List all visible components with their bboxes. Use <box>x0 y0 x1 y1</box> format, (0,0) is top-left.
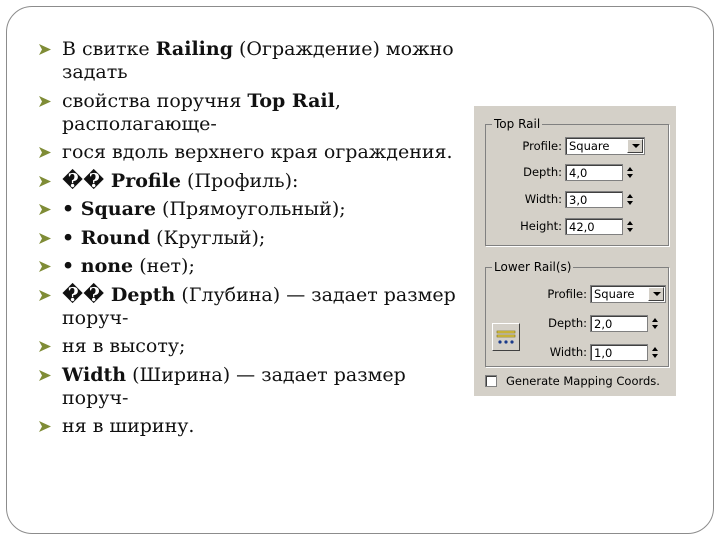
bullet-icon <box>38 176 51 187</box>
lower-rails-width-label: Width: <box>549 345 587 359</box>
top-rail-depth-value: 4,0 <box>569 166 588 180</box>
bullet-icon <box>38 147 51 158</box>
spinner-arrows-icon[interactable] <box>651 344 660 361</box>
bullet-text: гося вдоль верхнего края ограждения. <box>62 141 453 163</box>
bullet-item <box>38 198 458 221</box>
bullet-icon <box>38 44 51 55</box>
bullet-text: • none (нет); <box>62 255 195 277</box>
bullet-item <box>38 284 458 330</box>
chevron-down-icon[interactable] <box>627 139 643 153</box>
bullet-icon <box>38 290 51 301</box>
lower-rail-spacing-button[interactable] <box>492 323 520 351</box>
bullet-item <box>38 255 458 278</box>
bullet-icon <box>38 370 51 381</box>
spinner-arrows-icon[interactable] <box>626 191 635 208</box>
bullet-text: свойства поручня Top Rail, располагающе- <box>62 89 341 135</box>
railing-panel <box>474 106 676 396</box>
bullet-icon <box>38 204 51 215</box>
bullet-text: �� Profile (Профиль): <box>62 169 299 192</box>
top-rail-profile-value: Square <box>569 139 610 153</box>
bullet-item <box>38 415 458 438</box>
top-rail-profile-label: Profile: <box>522 139 562 153</box>
lower-rails-title: Lower Rail(s) <box>494 260 572 274</box>
top-rail-width-value: 3,0 <box>569 193 588 207</box>
bullet-list <box>38 38 458 444</box>
top-rail-height-value: 42,0 <box>569 220 595 234</box>
spinner-arrows-icon[interactable] <box>626 164 635 181</box>
top-rail-depth-field[interactable] <box>565 164 623 181</box>
rail-spacing-icon <box>493 324 519 350</box>
top-rail-depth-label: Depth: <box>523 165 562 179</box>
top-rail-height-label: Height: <box>520 219 562 233</box>
top-rail-profile-dropdown[interactable] <box>565 137 645 155</box>
bullet-text: • Square (Прямоугольный); <box>62 198 346 220</box>
lower-rails-profile-value: Square <box>594 287 635 301</box>
lower-rails-width-field[interactable] <box>590 344 648 361</box>
bullet-text: ня в ширину. <box>62 415 195 437</box>
bullet-item <box>38 364 458 410</box>
spinner-arrows-icon[interactable] <box>626 218 635 235</box>
bullet-icon <box>38 233 51 244</box>
lower-rails-width-value: 1,0 <box>594 346 613 360</box>
bullet-icon <box>38 96 51 107</box>
lower-rails-depth-field[interactable] <box>590 315 648 332</box>
lower-rails-profile-dropdown[interactable] <box>590 285 666 303</box>
spinner-arrows-icon[interactable] <box>651 315 660 332</box>
bullet-text: �� Depth (Глубина) — задает размер поруч- <box>62 283 456 329</box>
lower-rails-profile-label: Profile: <box>547 287 587 301</box>
top-rail-width-field[interactable] <box>565 191 623 208</box>
bullet-item <box>38 227 458 250</box>
mapping-coords-checkbox[interactable] <box>485 375 497 387</box>
bullet-item <box>38 141 458 164</box>
bullet-icon <box>38 341 51 352</box>
top-rail-height-field[interactable] <box>565 218 623 235</box>
top-rail-title: Top Rail <box>494 117 541 131</box>
bullet-icon <box>38 261 51 272</box>
bullet-item <box>38 335 458 358</box>
top-rail-group <box>485 117 669 246</box>
bullet-item <box>38 170 458 193</box>
bullet-text: В свитке Railing (Ограждение) можно задать <box>62 38 454 83</box>
bullet-text: • Round (Круглый); <box>62 226 266 249</box>
bullet-text: ня в высоту; <box>62 335 186 357</box>
chevron-down-icon[interactable] <box>648 287 664 301</box>
lower-rails-depth-label: Depth: <box>548 316 587 330</box>
bullet-item <box>38 38 458 84</box>
mapping-coords-label: Generate Mapping Coords. <box>506 374 660 388</box>
lower-rails-depth-value: 2,0 <box>594 317 613 331</box>
bullet-text: Width (Ширина) — задает размер поруч- <box>62 363 406 409</box>
bullet-icon <box>38 421 51 432</box>
lower-rails-group <box>485 260 669 367</box>
bullet-item <box>38 90 458 136</box>
top-rail-width-label: Width: <box>524 192 562 206</box>
